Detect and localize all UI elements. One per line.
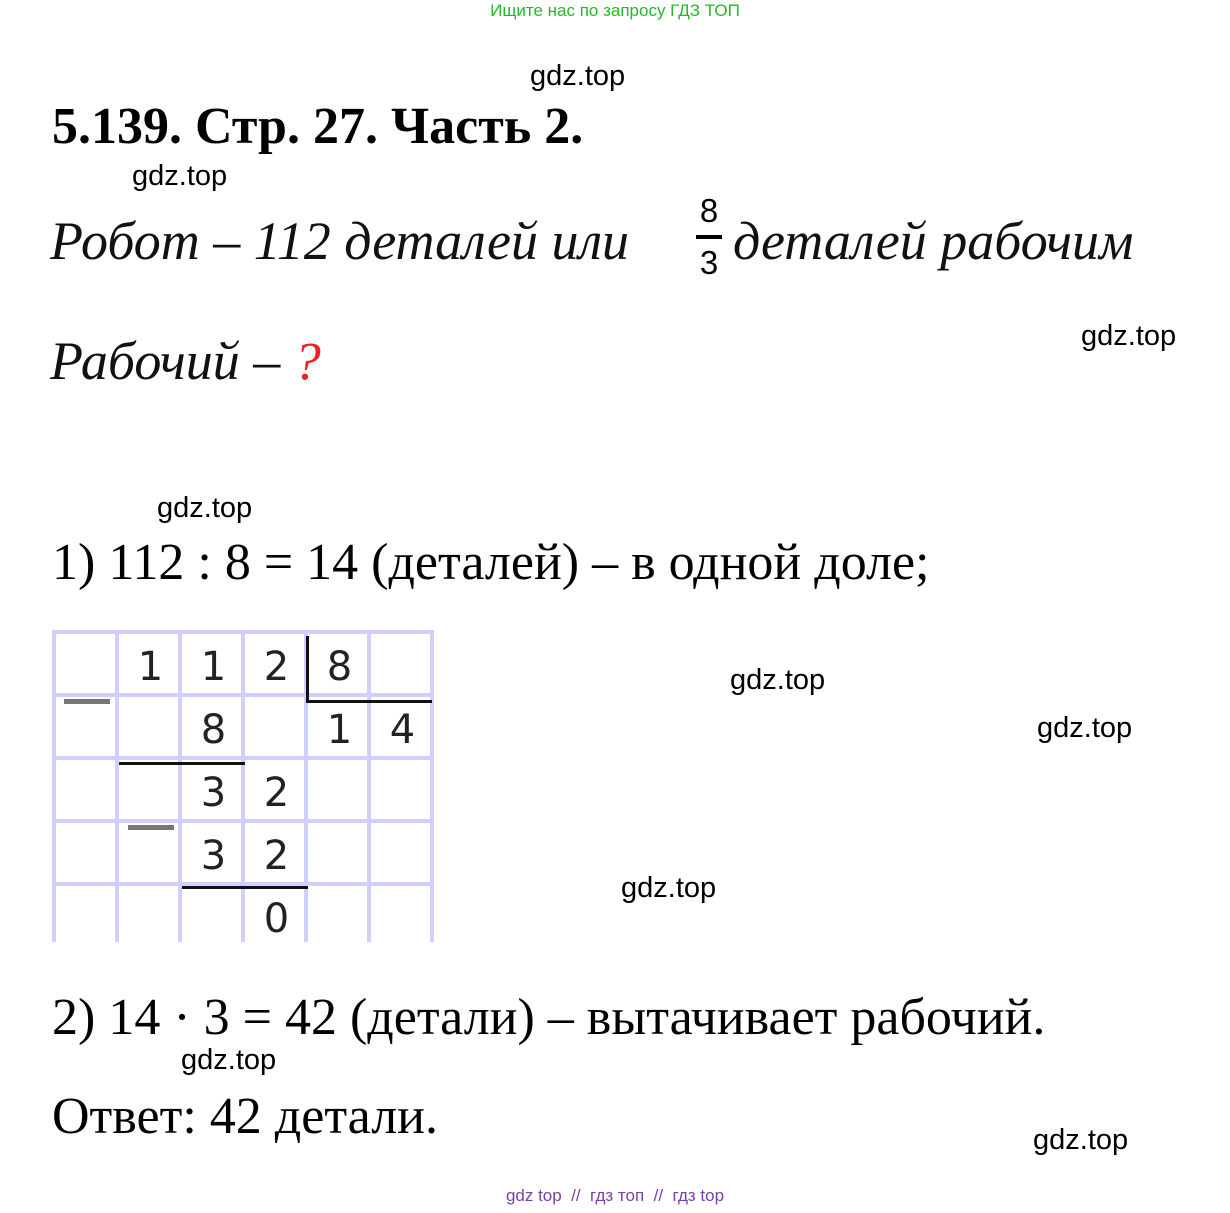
division-horizontal-line <box>306 700 432 703</box>
long-division-grid <box>52 630 434 942</box>
remainder-digit: 3 <box>200 770 227 816</box>
watermark: gdz.top <box>1081 320 1177 352</box>
page-title: 5.139. Стр. 27. Часть 2. <box>52 98 584 155</box>
answer: Ответ: 42 детали. <box>52 1088 438 1145</box>
worker-label: Рабочий – <box>50 331 281 391</box>
dividend-digit: 1 <box>137 644 164 690</box>
final-remainder-digit: 0 <box>263 896 290 942</box>
subtraction-underline <box>119 762 245 765</box>
subtrahend-digit: 3 <box>200 833 227 879</box>
condition-robot-suffix: деталей рабочим <box>733 211 1134 271</box>
condition-robot: Робот – 112 деталей или <box>50 211 630 271</box>
subtrahend-digit: 2 <box>263 833 290 879</box>
minus-sign <box>128 825 174 830</box>
dividend-digit: 1 <box>200 644 227 690</box>
watermark: gdz.top <box>1037 712 1133 744</box>
watermark: gdz.top <box>181 1044 277 1076</box>
condition-worker <box>50 330 321 392</box>
division-vertical-line <box>306 636 309 702</box>
footer-links[interactable]: gdz top // гдз топ // гдз top <box>505 1186 725 1205</box>
quotient-digit: 4 <box>389 707 416 753</box>
fraction-denominator: 3 <box>699 244 719 281</box>
step-1: 1) 112 : 8 = 14 (деталей) – в одной доле; <box>52 534 930 591</box>
watermark: gdz.top <box>132 160 228 192</box>
subtraction-underline <box>182 886 308 889</box>
fraction <box>694 192 724 282</box>
top-banner: Ищите нас по запросу ГДЗ ТОП <box>490 1 740 20</box>
question-mark: ? <box>293 331 321 391</box>
watermark: gdz.top <box>621 872 717 904</box>
step-2: 2) 14 · 3 = 42 (детали) – вытачивает рабочий. <box>52 989 1046 1046</box>
divisor-digit: 8 <box>326 644 353 690</box>
watermark: gdz.top <box>530 60 626 92</box>
fraction-bar <box>696 235 722 239</box>
dividend-digit: 2 <box>263 644 290 690</box>
watermark: gdz.top <box>1033 1124 1129 1156</box>
fraction-numerator: 8 <box>699 192 719 229</box>
remainder-digit: 2 <box>263 770 290 816</box>
watermark: gdz.top <box>157 492 253 524</box>
minus-sign <box>64 699 110 704</box>
quotient-digit: 1 <box>326 707 353 753</box>
watermark: gdz.top <box>730 664 826 696</box>
subtrahend-digit: 8 <box>200 707 227 753</box>
